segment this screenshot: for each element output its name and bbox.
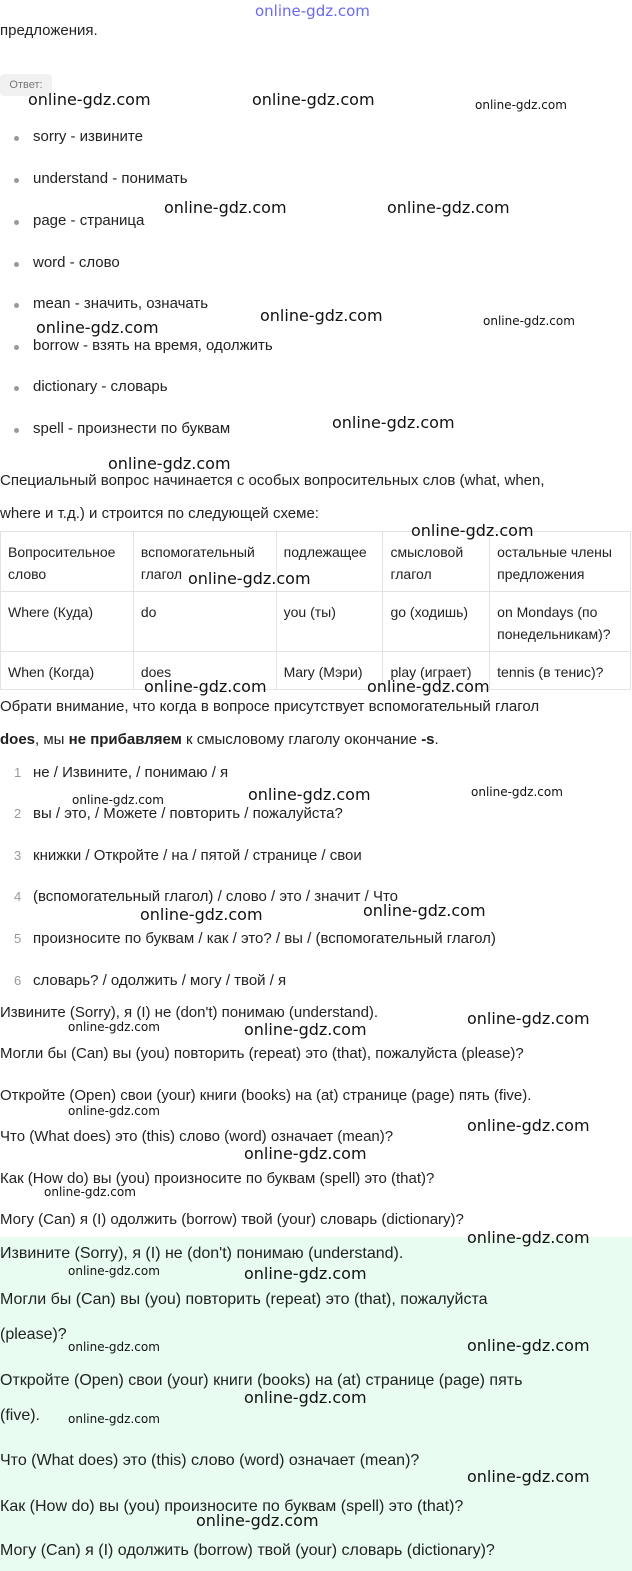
table-row [1, 652, 631, 690]
table-row [1, 592, 631, 652]
watermark: online-gdz.com [164, 198, 287, 217]
intro-tail: предложения. [0, 22, 98, 39]
list-item: mean - значить, означать [14, 293, 208, 315]
table-cell: does [133, 652, 276, 690]
table-cell: do [133, 592, 276, 652]
watermark: online-gdz.com [108, 454, 231, 473]
answer-tag[interactable]: Ответ: [0, 74, 52, 96]
watermark: online-gdz.com [68, 1340, 160, 1354]
note-line-1: Обрати внимание, что когда в вопросе присутствует вспомогательный глагол [0, 698, 540, 715]
final-answer-line: Что (What does) это (this) слово (word) означает (mean)? [0, 1452, 420, 1469]
table-header-cell: подлежащее [276, 532, 383, 592]
final-answer-line: Могу (Can) я (I) одолжить (borrow) твой (your) словарь (dictionary)? [0, 1542, 495, 1559]
watermark: online-gdz.com [244, 1020, 367, 1039]
watermark: online-gdz.com [411, 521, 534, 540]
watermark: online-gdz.com [260, 306, 383, 325]
watermark: online-gdz.com [248, 785, 371, 804]
watermark: online-gdz.com [144, 677, 267, 696]
watermark: online-gdz.com [44, 1185, 136, 1199]
watermark: online-gdz.com [475, 98, 567, 112]
answer-line: Откройте (Open) свои (your) книги (books) на (at) странице (page) пять (five). [0, 1087, 532, 1104]
final-answer-line: (please)? [0, 1326, 67, 1343]
watermark: online-gdz.com [483, 314, 575, 328]
note-line-2: does, мы не прибавляем к смысловому глаголу окончание -s. [0, 731, 439, 748]
watermark: online-gdz.com [68, 1020, 160, 1034]
watermark: online-gdz.com [467, 1009, 590, 1028]
watermark: online-gdz.com [244, 1264, 367, 1283]
table-cell: play (играет) [383, 652, 490, 690]
scrambled-list: 1 не / Извините, / понимаю / я 2 вы / это, / Можете / повторить / пожалуйста? 3 книжки / Откройте / на / пятой / странице / свои 4 (вспомогательный глагол) / слово / это / значит / Что 5 произносите по буквам / как / это? / вы / (вспомогательный глагол) 6 словарь? / одолжить / могу / твой / я [14, 764, 496, 989]
answer-line: Что (What does) это (this) слово (word) означает (mean)? [0, 1128, 394, 1145]
final-answer-line: Как (How do) вы (you) произносите по буквам (spell) это (that)? [0, 1498, 464, 1515]
watermark: online-gdz.com [467, 1336, 590, 1355]
watermark: online-gdz.com [367, 677, 490, 696]
watermark: online-gdz.com [252, 90, 375, 109]
list-item: spell - произнести по буквам [14, 418, 230, 440]
answer-line: Извините (Sorry), я (I) не (don't) понимаю (understand). [0, 1004, 379, 1021]
watermark: online-gdz.com [72, 793, 164, 807]
watermark: online-gdz.com [332, 413, 455, 432]
table-header-cell: смысловой глагол [383, 532, 490, 592]
table-cell: go (ходишь) [383, 592, 490, 652]
list-item: borrow - взять на время, одолжить [14, 335, 273, 357]
list-item: sorry - извините [14, 126, 143, 148]
table-header-cell: остальные члены предложения [490, 532, 631, 592]
table-cell: When (Когда) [1, 652, 134, 690]
watermark: online-gdz.com [471, 785, 563, 799]
watermark: online-gdz.com [36, 318, 159, 337]
table-header-cell: вспомогательный глагол [133, 532, 276, 592]
answer-line: Могу (Can) я (I) одолжить (borrow) твой (your) словарь (dictionary)? [0, 1211, 464, 1228]
watermark: online-gdz.com [467, 1467, 590, 1486]
list-item: dictionary - словарь [14, 376, 168, 398]
watermark: online-gdz.com [244, 1388, 367, 1407]
list-item: word - слово [14, 252, 120, 274]
watermark: online-gdz.com [140, 905, 263, 924]
answer-line: Как (How do) вы (you) произносите по буквам (spell) это (that)? [0, 1170, 435, 1187]
watermark: online-gdz.com [68, 1412, 160, 1426]
table-cell: you (ты) [276, 592, 383, 652]
watermark: online-gdz.com [467, 1228, 590, 1247]
table-cell: Where (Куда) [1, 592, 134, 652]
final-answer-line: Извините (Sorry), я (I) не (don't) понимаю (understand). [0, 1245, 404, 1262]
watermark: online-gdz.com [28, 90, 151, 109]
list-item: page - страница [14, 210, 144, 232]
table-cell: Mary (Мэри) [276, 652, 383, 690]
watermark: online-gdz.com [363, 901, 486, 920]
question-scheme-table [0, 531, 631, 690]
watermark-top: online-gdz.com [255, 2, 370, 20]
rule-intro-line-2: where и т.д.) и строится по следующей схеме: [0, 505, 319, 522]
list-item: understand - понимать [14, 168, 188, 190]
final-answer-line: Могли бы (Can) вы (you) повторить (repeat) это (that), пожалуйста [0, 1291, 488, 1308]
watermark: online-gdz.com [467, 1116, 590, 1135]
final-answer-line: Откройте (Open) свои (your) книги (books) на (at) странице (page) пять [0, 1372, 523, 1389]
table-header-row [1, 532, 631, 592]
answer-line: Могли бы (Can) вы (you) повторить (repeat) это (that), пожалуйста (please)? [0, 1045, 524, 1062]
table-cell: tennis (в тенис)? [490, 652, 631, 690]
watermark: online-gdz.com [188, 569, 311, 588]
rule-intro-line-1: Специальный вопрос начинается с особых вопросительных слов (what, when, [0, 472, 545, 489]
watermark: online-gdz.com [68, 1104, 160, 1118]
table-header-cell: Вопросительное слово [1, 532, 134, 592]
watermark: online-gdz.com [244, 1144, 367, 1163]
watermark: online-gdz.com [387, 198, 510, 217]
final-answer-line: (five). [0, 1407, 40, 1424]
watermark: online-gdz.com [196, 1511, 319, 1530]
watermark: online-gdz.com [68, 1264, 160, 1278]
table-cell: on Mondays (по понедельникам)? [490, 592, 631, 652]
